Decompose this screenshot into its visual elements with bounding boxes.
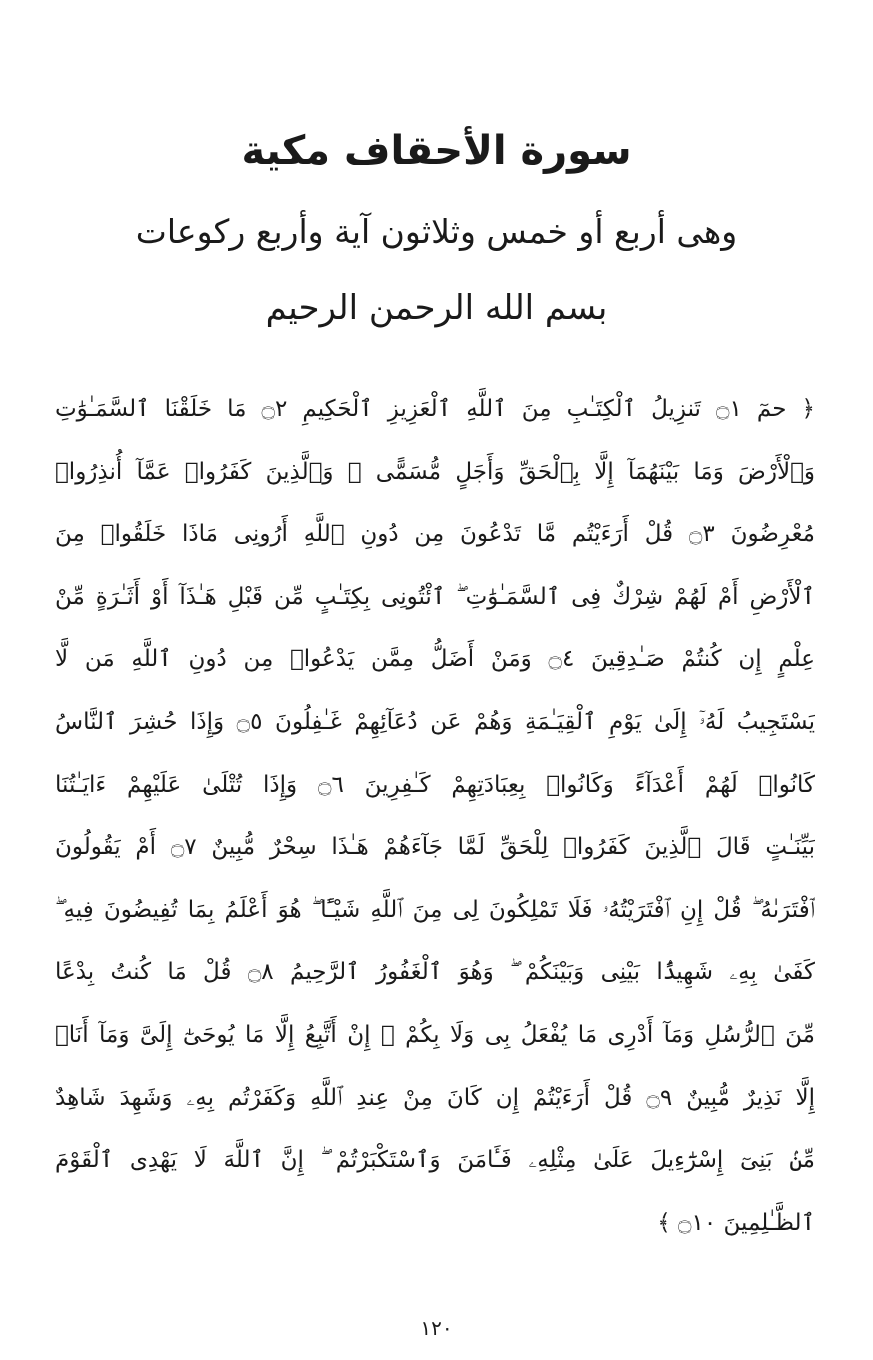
surah-subtitle: وهى أربع أو خمس وثلاثون آية وأربع ركوعات <box>135 212 738 251</box>
verse-line: ٱفْتَرَىٰهُ ۖ قُلْ إِنِ ٱفْتَرَيْتُهُۥ فَلَا تَمْلِكُونَ لِى مِنَ ٱللَّهِ شَيْـًٔا ۖ هُوَ أَعْلَمُ بِمَا تُفِيضُونَ فِيهِ ۖ <box>55 896 815 923</box>
verse-line: بَيِّنَـٰتٍ قَالَ ٱلَّذِينَ كَفَرُوا۟ لِلْحَقِّ لَمَّا جَآءَهُمْ هَـٰذَا سِحْرٌ مُّبِينٌ ۝٧ أَمْ يَقُولُونَ <box>55 834 815 861</box>
verse-line: مِّنَ ٱلرُّسُلِ وَمَآ أَدْرِى مَا يُفْعَلُ بِى وَلَا بِكُمْ ۖ إِنْ أَتَّبِعُ إِلَّا مَا يُوحَىٰٓ إِلَىَّ وَمَآ أَنَا۠ <box>55 1021 815 1048</box>
verse-line: يَسْتَجِيبُ لَهُۥٓ إِلَىٰ يَوْمِ ٱلْقِيَـٰمَةِ وَهُمْ عَن دُعَآئِهِمْ غَـٰفِلُونَ ۝٥ وَإِذَا حُشِرَ ٱلنَّاسُ <box>55 708 815 735</box>
verse-line: عِلْمٍ إِن كُنتُمْ صَـٰدِقِينَ ۝٤ وَمَنْ أَضَلُّ مِمَّن يَدْعُوا۟ مِن دُونِ ٱللَّهِ مَن لَّا <box>55 646 815 673</box>
verse-line: ٱلْأَرْضِ أَمْ لَهُمْ شِرْكٌ فِى ٱلسَّمَـٰوَٰتِ ۖ ٱئْتُونِى بِكِتَـٰبٍ مِّن قَبْلِ هَـٰذَآ أَوْ أَثَـٰرَةٍ مِّنْ <box>55 583 815 610</box>
verse-line: وَٱلْأَرْضَ وَمَا بَيْنَهُمَآ إِلَّا بِٱلْحَقِّ وَأَجَلٍ مُّسَمًّى ۚ وَٱلَّذِينَ كَفَرُوا۟ عَمَّآ أُنذِرُوا۟ <box>55 458 815 485</box>
verse-line: ٱلظَّـٰلِمِينَ ۝١٠ ﴾ <box>657 1209 815 1236</box>
verse-line: كَفَىٰ بِهِۦ شَهِيدًۢا بَيْنِى وَبَيْنَكُمْ ۖ وَهُوَ ٱلْغَفُورُ ٱلرَّحِيمُ ۝٨ قُلْ مَا كُنتُ بِدْعًا <box>55 959 815 986</box>
surah-title: سورة الأحقاف مكية <box>241 128 632 174</box>
verse-line: إِلَّا نَذِيرٌ مُّبِينٌ ۝٩ قُلْ أَرَءَيْتُمْ إِن كَانَ مِنْ عِندِ ٱللَّهِ وَكَفَرْتُم بِهِۦ وَشَهِدَ شَاهِدٌ <box>55 1084 815 1111</box>
bismillah: بسم الله الرحمن الرحيم <box>265 288 608 328</box>
page-number: ١٢٠ <box>420 1316 453 1340</box>
verse-line: كَانُوا۟ لَهُمْ أَعْدَآءً وَكَانُوا۟ بِعِبَادَتِهِمْ كَـٰفِرِينَ ۝٦ وَإِذَا تُتْلَىٰ عَلَيْهِمْ ءَايَـٰتُنَا <box>55 771 815 798</box>
verse-line: مِّنۢ بَنِىٓ إِسْرَٰٓءِيلَ عَلَىٰ مِثْلِهِۦ فَـَٔامَنَ وَٱسْتَكْبَرْتُمْ ۖ إِنَّ ٱللَّهَ لَا يَهْدِى ٱلْقَوْمَ <box>55 1147 815 1174</box>
verse-line: ﴿ حمٓ ۝١ تَنزِيلُ ٱلْكِتَـٰبِ مِنَ ٱللَّهِ ٱلْعَزِيزِ ٱلْحَكِيمِ ۝٢ مَا خَلَقْنَا ٱلسَّمَـٰوَٰتِ <box>55 396 815 422</box>
verse-line: مُعْرِضُونَ ۝٣ قُلْ أَرَءَيْتُم مَّا تَدْعُونَ مِن دُونِ ٱللَّهِ أَرُونِى مَاذَا خَلَقُوا۟ مِنَ <box>55 521 815 548</box>
verse-body <box>55 378 815 1254</box>
